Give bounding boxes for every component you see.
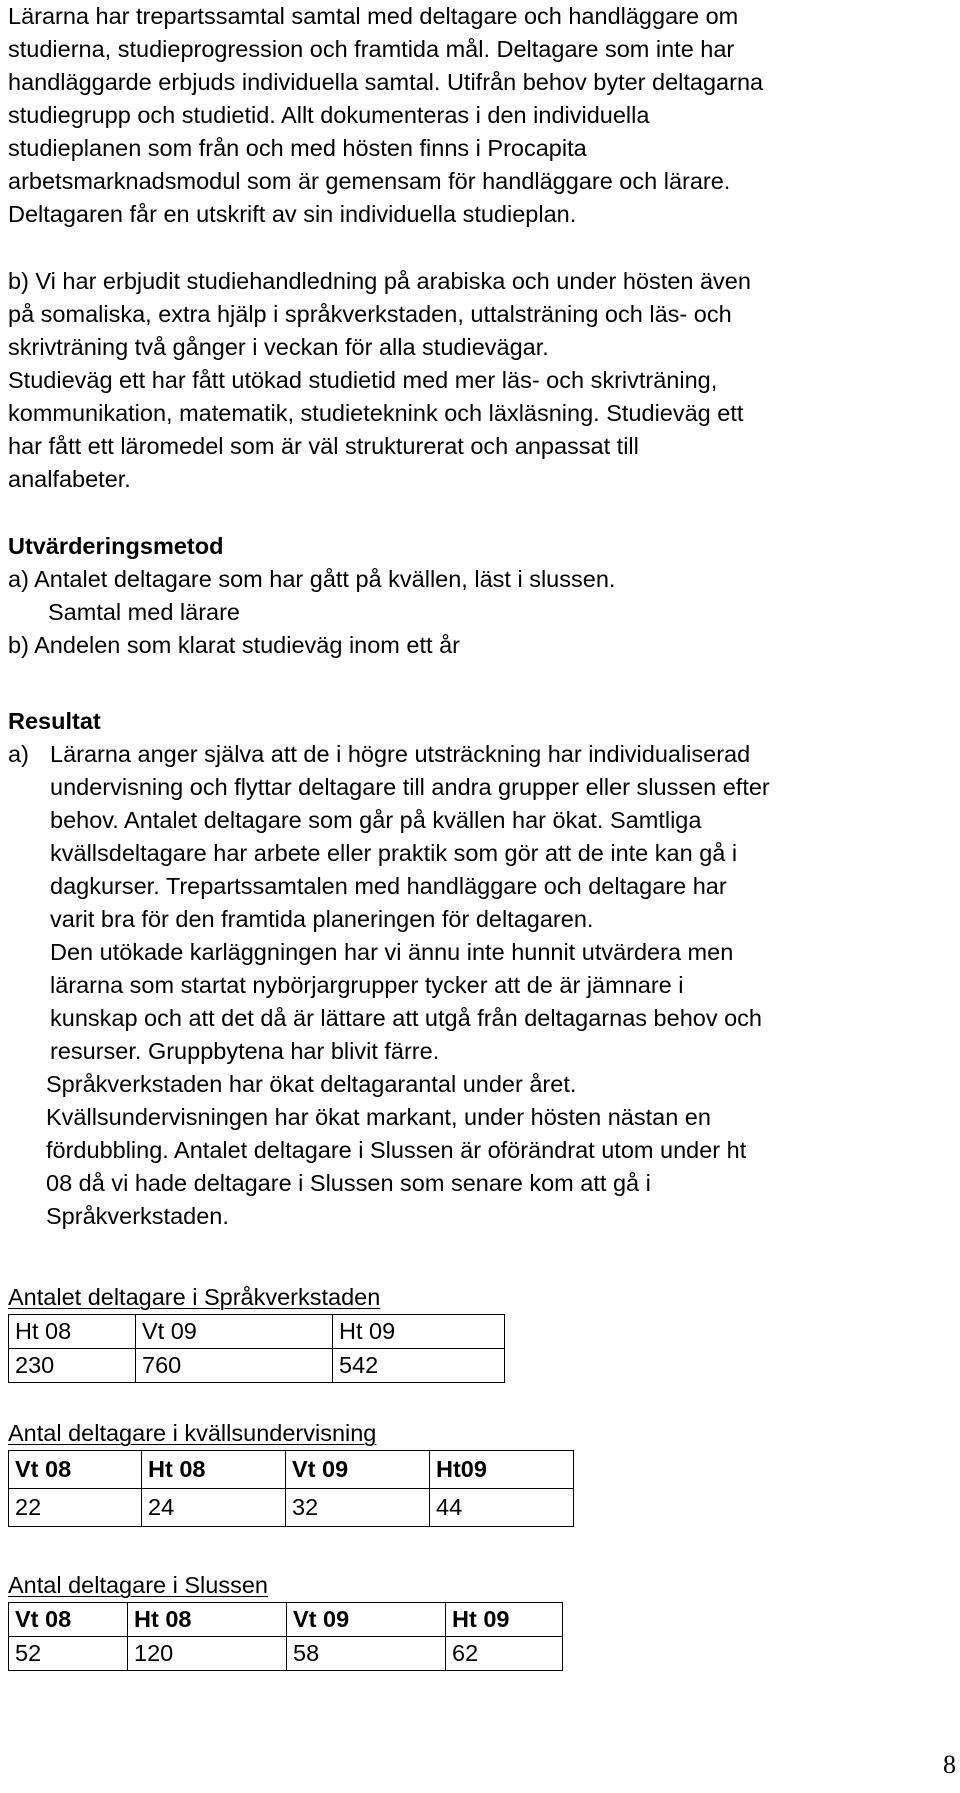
result-line-11: Språkverkstaden har ökat deltagarantal under året.	[46, 1071, 577, 1097]
intro-line-6: arbetsmarknadsmodul som är gemensam för handläggare och lärare.	[8, 168, 731, 194]
result-marker: a)	[8, 741, 29, 767]
result-line-8: lärarna som startat nybörjargrupper tycker att de är jämnare i	[50, 972, 684, 998]
result-heading: Resultat	[8, 708, 101, 734]
point-b-line-4: Studieväg ett har fått utökad studietid med mer läs- och skrivträning,	[8, 367, 718, 393]
evaluation-line-b: b) Andelen som klarat studieväg inom ett år	[8, 632, 460, 658]
result-line-1: Lärarna anger själva att de i högre utsträckning har individualiserad	[50, 741, 751, 767]
table-cell: 542	[333, 1349, 505, 1383]
table-slussen-caption: Antal deltagare i Slussen	[8, 1572, 268, 1598]
table-header-cell: Vt 09	[286, 1451, 430, 1489]
intro-line-1: Lärarna har trepartssamtal samtal med deltagare och handläggare om	[8, 3, 739, 29]
table-cell: 760	[136, 1349, 333, 1383]
result-line-10: resurser. Gruppbytena har blivit färre.	[50, 1038, 440, 1064]
table-kvall	[8, 1450, 574, 1527]
table-header-cell: Ht 09	[333, 1315, 505, 1349]
intro-line-7: Deltagaren får en utskrift av sin individuella studieplan.	[8, 201, 577, 227]
table-header-cell: Ht 09	[446, 1603, 563, 1637]
result-line-4: kvällsdeltagare har arbete eller praktik som gör att de inte kan gå i	[50, 840, 738, 866]
table-cell: 62	[446, 1637, 563, 1671]
table-header-cell: Vt 09	[287, 1603, 446, 1637]
table-row	[9, 1637, 563, 1671]
point-b-line-1: b) Vi har erbjudit studiehandledning på arabiska och under hösten även	[8, 268, 751, 294]
result-line-3: behov. Antalet deltagare som går på kvällen har ökat. Samtliga	[50, 807, 702, 833]
table-header-cell: Vt 08	[9, 1451, 142, 1489]
table-row	[9, 1349, 505, 1383]
table-slussen	[8, 1602, 563, 1671]
table-cell: 22	[9, 1489, 142, 1527]
point-b-line-2: på somaliska, extra hjälp i språkverkstaden, uttalsträning och läs- och	[8, 301, 732, 327]
intro-line-5: studieplanen som från och med hösten finns i Procapita	[8, 135, 587, 161]
table-header-cell: Ht 08	[9, 1315, 136, 1349]
point-b-line-3: skrivträning två gånger i veckan för alla studievägar.	[8, 334, 549, 360]
page-number: 8	[943, 1750, 956, 1779]
table-row	[9, 1451, 574, 1489]
table-kvall-caption: Antal deltagare i kvällsundervisning	[8, 1420, 377, 1446]
table-header-cell: Ht09	[430, 1451, 574, 1489]
table-header-cell: Vt 09	[136, 1315, 333, 1349]
result-line-2: undervisning och flyttar deltagare till andra grupper eller slussen efter	[50, 774, 770, 800]
table-header-cell: Ht 08	[142, 1451, 286, 1489]
table-row	[9, 1315, 505, 1349]
result-line-6: varit bra för den framtida planeringen för deltagaren.	[50, 906, 594, 932]
table-header-cell: Ht 08	[128, 1603, 287, 1637]
result-line-14: 08 då vi hade deltagare i Slussen som senare kom att gå i	[46, 1170, 651, 1196]
result-line-13: fördubbling. Antalet deltagare i Slussen är oförändrat utom under ht	[46, 1137, 747, 1163]
table-cell: 32	[286, 1489, 430, 1527]
intro-line-4: studiegrupp och studietid. Allt dokumenteras i den individuella	[8, 102, 650, 128]
table-cell: 52	[9, 1637, 128, 1671]
intro-line-3: handläggarde erbjuds individuella samtal. Utifrån behov byter deltagarna	[8, 69, 764, 95]
intro-line-2: studierna, studieprogression och framtida mål. Deltagare som inte har	[8, 36, 735, 62]
table-sprakverkstaden	[8, 1314, 505, 1383]
evaluation-heading: Utvärderingsmetod	[8, 533, 224, 559]
point-b-line-5: kommunikation, matematik, studieteknink och läxläsning. Studieväg ett	[8, 400, 744, 426]
table-cell: 230	[9, 1349, 136, 1383]
table-cell: 24	[142, 1489, 286, 1527]
evaluation-line-a: a) Antalet deltagare som har gått på kvällen, läst i slussen.	[8, 566, 616, 592]
table-header-cell: Vt 08	[9, 1603, 128, 1637]
result-line-5: dagkurser. Trepartssamtalen med handläggare och deltagare har	[50, 873, 727, 899]
result-line-15: Språkverkstaden.	[46, 1203, 229, 1229]
table-cell: 58	[287, 1637, 446, 1671]
table-row	[9, 1603, 563, 1637]
table-row	[9, 1489, 574, 1527]
table-sprakverkstaden-caption: Antalet deltagare i Språkverkstaden	[8, 1284, 381, 1310]
point-b-line-7: analfabeter.	[8, 466, 131, 492]
result-line-9: kunskap och att det då är lättare att utgå från deltagarnas behov och	[50, 1005, 762, 1031]
result-line-12: Kvällsundervisningen har ökat markant, under hösten nästan en	[46, 1104, 711, 1130]
result-line-7: Den utökade karläggningen har vi ännu inte hunnit utvärdera men	[50, 939, 734, 965]
table-cell: 120	[128, 1637, 287, 1671]
evaluation-line-a2: Samtal med lärare	[48, 599, 240, 625]
point-b-line-6: har fått ett läromedel som är väl strukturerat och anpassat till	[8, 433, 639, 459]
table-cell: 44	[430, 1489, 574, 1527]
